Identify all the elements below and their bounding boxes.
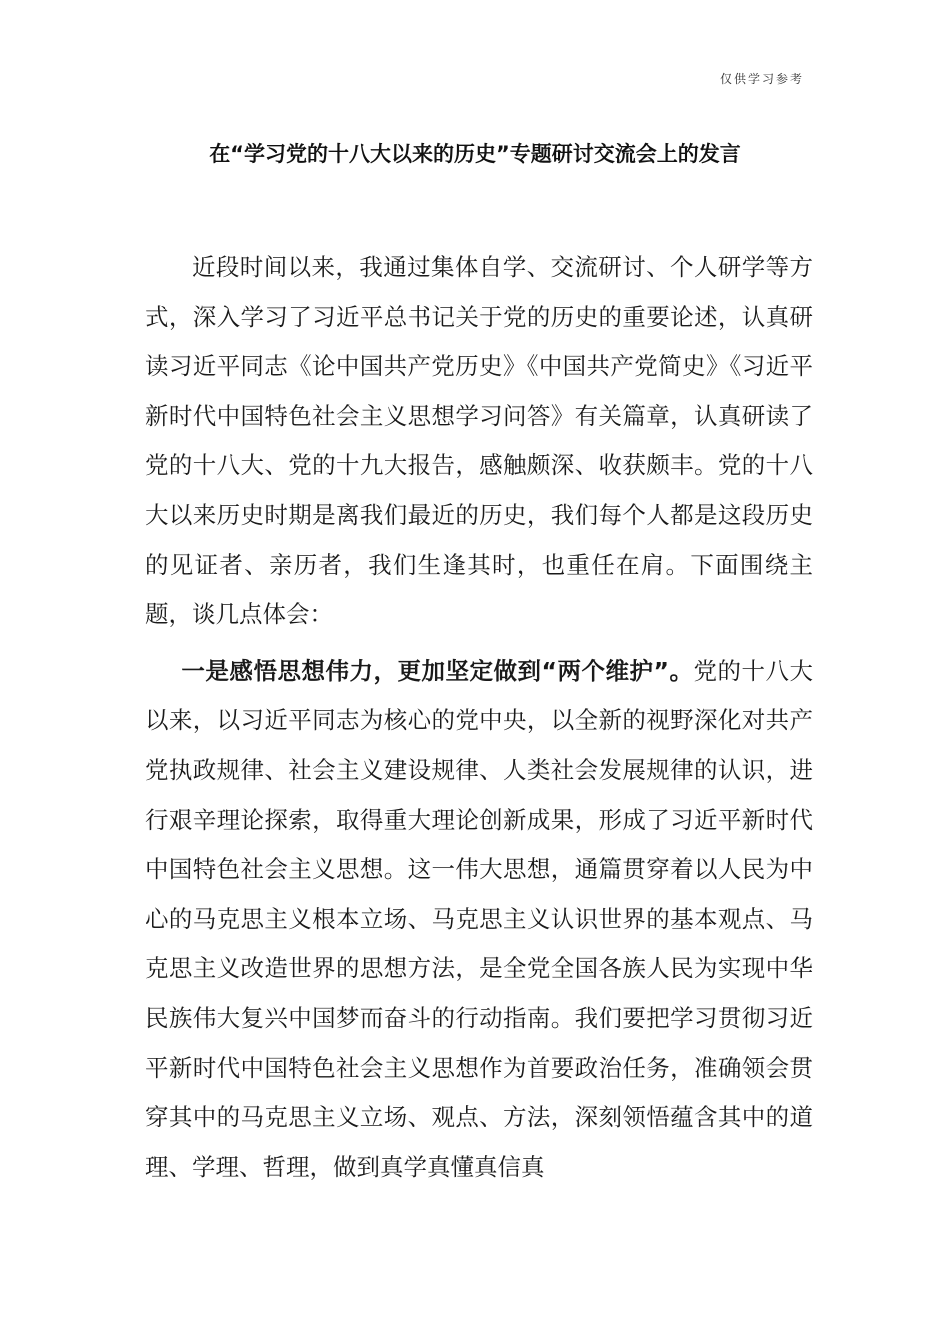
paragraph-intro: 近段时间以来，我通过集体自学、交流研讨、个人研学等方式，深入学习了习近平总书记关于党的历史的重要论述，认真研读习近平同志《论中国共产党历史》《中国共产党简史》《习近平新时代中国特色社会主义思想学习问答》有关篇章，认真研读了党的十八大、党的十九大报告，感触颇深、收获颇丰。党的十八大以来历史时期是离我们最近的历史，我们每个人都是这段历史的见证者、亲历者，我们生逢其时，也重任在肩。下面围绕主题，谈几点体会： <box>145 253 813 629</box>
document-body <box>145 243 813 1192</box>
header-note: 仅供学习参考 <box>719 72 804 86</box>
paragraph-point-one-body: 党的十八大以来，以习近平同志为核心的党中央，以全新的视野深化对共产党执政规律、社会主义建设规律、人类社会发展规律的认识，进行艰辛理论探索，取得重大理论创新成果，形成了习近平新时代中国特色社会主义思想。这一伟大思想，通篇贯穿着以人民为中心的马克思主义根本立场、马克思主义认识世界的基本观点、马克思主义改造世界的思想方法，是全党全国各族人民为实现中华民族伟大复兴中国梦而奋斗的行动指南。我们要把学习贯彻习近平新时代中国特色社会主义思想作为首要政治任务，准确领会贯穿其中的马克思主义立场、观点、方法，深刻领悟蕴含其中的道理、学理、哲理，做到真学真懂真信真 <box>145 656 814 1181</box>
document-title: 在“学习党的十八大以来的历史”专题研讨交流会上的发言 <box>209 142 741 166</box>
paragraph-point-one <box>145 647 813 1193</box>
paragraph-lead-heading: 一是感悟思想伟力，更加坚定做到“两个维护”。 <box>181 656 694 685</box>
